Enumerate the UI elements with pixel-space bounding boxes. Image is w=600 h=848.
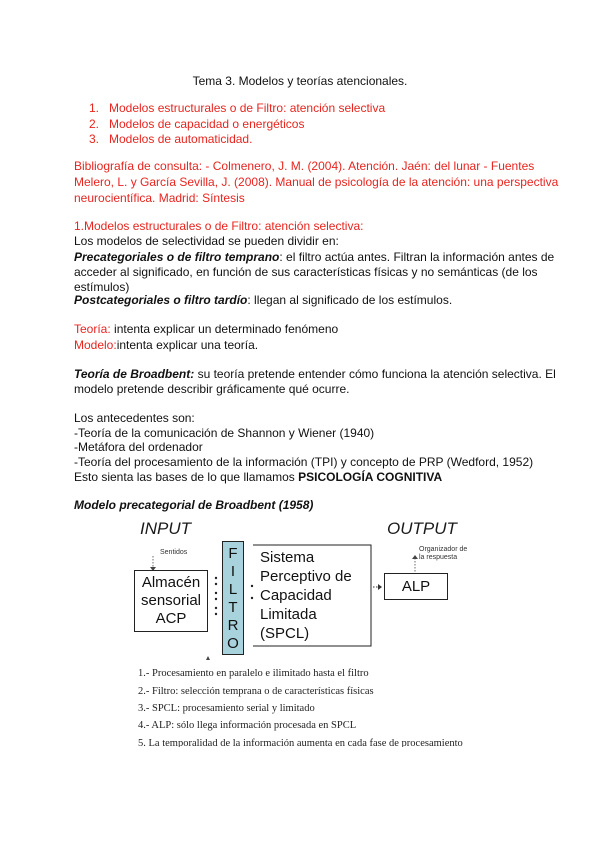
almacen-line: ACP — [155, 610, 187, 627]
topic-number: 2. — [89, 117, 100, 131]
precategorial-text: : el filtro actúa antes. Filtran la información antes de — [279, 250, 555, 264]
modelo-label: Modelo: — [74, 338, 117, 352]
spcl-line: Sistema — [260, 549, 315, 566]
broadbent-term: Teoría de Broadbent: — [74, 367, 195, 381]
document-title: Tema 3. Modelos y teorías atencionales. — [192, 74, 408, 88]
topic-text: Modelos estructurales o de Filtro: atención selectiva — [109, 101, 386, 115]
topic-text: Modelos de capacidad o energéticos — [109, 117, 305, 131]
spcl-line: Capacidad — [260, 587, 332, 604]
broadbent-text: su teoría pretende entender cómo funciona la atención selectiva. El — [194, 367, 556, 381]
antecedente-item: -Teoría del procesamiento de la información (TPI) y concepto de PRP (Wedford, 1952) — [74, 455, 534, 469]
organizador-line: Organizador de — [419, 546, 468, 553]
teoria-text: intenta explicar un determinado fenómeno — [110, 322, 339, 336]
spcl-line: Perceptivo de — [260, 568, 352, 585]
postcategorial-text: : llegan al significado de los estímulos. — [247, 293, 453, 307]
output-label: OUTPUT — [387, 519, 457, 538]
postcategorial-term: Postcategoriales o filtro tardío — [74, 293, 248, 307]
diagram-note: 5. La temporalidad de la información aumenta en cada fase de procesamiento — [138, 738, 463, 747]
section-heading: 1.Modelos estructurales o de Filtro: atención selectiva: — [74, 219, 364, 233]
precategorial-line: estímulos) — [74, 280, 130, 294]
diagram-note: 4.- ALP: sólo llega información procesada en SPCL — [138, 720, 357, 731]
conclusion-bold: PSICOLOGÍA COGNITIVA — [298, 470, 443, 484]
modelo-text: intenta explicar una teoría. — [116, 338, 259, 352]
filtro-letter: F — [228, 544, 238, 562]
precategorial-line: acceder al significado, en función de sus características físicas y no semánticas (de los — [74, 265, 538, 279]
antecedente-item: -Teoría de la comunicación de Shannon y Wiener (1940) — [74, 426, 375, 440]
bibliography-line: Bibliografía de consulta: - Colmenero, J. M. (2004). Atención. Jaén: del lunar - Fuentes — [74, 159, 535, 173]
topic-number: 3. — [89, 132, 100, 146]
model-title: Modelo precategorial de Broadbent (1958) — [74, 498, 314, 512]
topic-number: 1. — [89, 101, 100, 115]
broadbent-line: modelo pretende describir gráficamente qué ocurre. — [74, 382, 350, 396]
sentidos-label: Sentidos — [160, 549, 188, 556]
filtro-letter: R — [227, 616, 239, 634]
spcl-line: Limitada — [260, 606, 317, 623]
diagram-note: 1.- Procesamiento en paralelo e ilimitado hasta el filtro — [138, 668, 369, 679]
conclusion-text: Esto sienta las bases de lo que llamamos — [74, 470, 299, 484]
antecedente-item: -Metáfora del ordenador — [74, 440, 203, 454]
diagram-note: 2.- Filtro: selección temprana o de características físicas — [138, 686, 374, 697]
precategorial-term: Precategoriales o de filtro temprano — [74, 250, 280, 264]
teoria-label: Teoría: — [74, 322, 111, 336]
almacen-line: sensorial — [140, 592, 202, 609]
diagram-note: 3.- SPCL: procesamiento serial y limitado — [138, 703, 315, 714]
filtro-letter: T — [228, 598, 238, 616]
alp-box: ALP — [384, 573, 448, 600]
filtro-letter: L — [228, 580, 238, 598]
organizador-line: la respuesta — [419, 554, 458, 561]
filtro-letter: O — [227, 634, 239, 652]
intro-text: Los modelos de selectividad se pueden dividir en: — [74, 234, 339, 248]
topic-text: Modelos de automaticidad. — [109, 132, 253, 146]
bibliography-line: neurocientífica. Madrid: Síntesis — [74, 191, 245, 205]
input-label: INPUT — [140, 519, 191, 538]
spcl-line: (SPCL) — [260, 625, 310, 642]
almacen-line: Almacén — [141, 574, 201, 591]
bibliography-line: Melero, L. y García Sevilla, J. (2008). Manual de psicología de la atención: una perspectiva — [74, 175, 559, 189]
filtro-letter: I — [230, 562, 236, 580]
antecedentes-intro: Los antecedentes son: — [74, 411, 195, 425]
